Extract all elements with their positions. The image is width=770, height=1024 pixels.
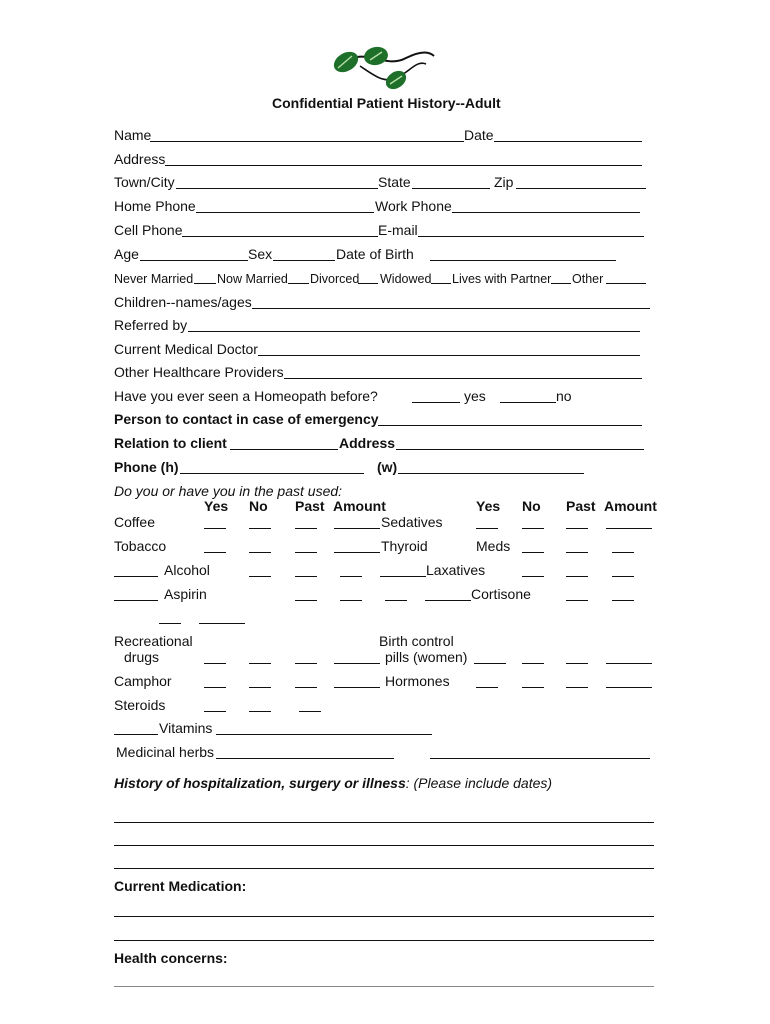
sedatives-no[interactable]: [522, 528, 544, 529]
camphor-no[interactable]: [249, 687, 271, 688]
thyroid-no[interactable]: [522, 552, 544, 553]
sedatives-amount-right[interactable]: [606, 528, 652, 529]
thyroid-amount[interactable]: [334, 552, 380, 553]
providers-field[interactable]: [284, 378, 642, 379]
thyroid-past[interactable]: [566, 552, 588, 553]
header-amount-right: Amount: [604, 498, 657, 514]
vitamins-label: Vitamins: [159, 720, 213, 736]
tobacco-no[interactable]: [249, 552, 271, 553]
medication-line-2[interactable]: [114, 940, 654, 941]
laxatives-past[interactable]: [612, 576, 634, 577]
extra-field-1[interactable]: [159, 623, 181, 624]
providers-label: Other Healthcare Providers: [114, 364, 284, 380]
divorced-label: Divorced: [310, 272, 360, 286]
now-married-field[interactable]: [288, 283, 309, 284]
work-phone-label: Work Phone: [375, 198, 452, 214]
children-field[interactable]: [252, 308, 650, 309]
medication-line-1[interactable]: [114, 916, 654, 917]
date-label: Date: [464, 127, 494, 143]
coffee-yes[interactable]: [204, 528, 226, 529]
history-heading-bold: History of hospitalization, surgery or illness: [114, 775, 406, 791]
birth-control-past[interactable]: [566, 663, 588, 664]
recreational-amount[interactable]: [334, 663, 380, 664]
town-label: Town/City: [114, 174, 175, 190]
vitamins-amount[interactable]: [114, 734, 158, 735]
emergency-field[interactable]: [378, 425, 642, 426]
sedatives-label: Sedatives: [381, 514, 443, 530]
cell-phone-label: Cell Phone: [114, 222, 183, 238]
aspirin-label: Aspirin: [164, 586, 207, 602]
phone-w-field[interactable]: [398, 473, 584, 474]
header-amount: Amount: [333, 498, 386, 514]
steroids-label: Steroids: [114, 697, 166, 713]
zip-label: Zip: [494, 174, 514, 190]
doctor-label: Current Medical Doctor: [114, 341, 258, 357]
recreational-label: Recreational: [114, 633, 193, 649]
recreational-past[interactable]: [295, 663, 317, 664]
aspirin-past[interactable]: [385, 600, 407, 601]
header-yes-right: Yes: [476, 498, 501, 514]
alcohol-yes[interactable]: [249, 576, 271, 577]
other-label: Other: [572, 272, 604, 286]
page-title: Confidential Patient History--Adult: [272, 95, 501, 111]
cortisone-label: Cortisone: [471, 586, 531, 602]
relation-field[interactable]: [230, 449, 338, 450]
thyroid-label: Thyroid: [381, 538, 428, 554]
thyroid-amount-right[interactable]: [612, 552, 634, 553]
header-no-right: No: [522, 498, 541, 514]
laxatives-no[interactable]: [566, 576, 588, 577]
other-field[interactable]: [606, 283, 646, 284]
homeopath-question: Have you ever seen a Homeopath before?: [114, 388, 378, 404]
recreational-no[interactable]: [249, 663, 271, 664]
phone-h-label: Phone (h): [114, 459, 179, 475]
recreational-yes[interactable]: [204, 663, 226, 664]
homeopath-yes-label: yes: [464, 388, 486, 404]
sedatives-past[interactable]: [566, 528, 588, 529]
header-no: No: [249, 498, 268, 514]
steroids-past[interactable]: [299, 711, 321, 712]
sex-field[interactable]: [273, 260, 335, 261]
dob-field[interactable]: [430, 260, 616, 261]
birth-control-label: Birth control: [379, 633, 454, 649]
herbs-field[interactable]: [216, 758, 394, 759]
tobacco-label: Tobacco: [114, 538, 167, 554]
children-label: Children--names/ages: [114, 294, 252, 310]
doctor-field[interactable]: [258, 355, 640, 356]
hormones-yes[interactable]: [476, 687, 498, 688]
leaf-logo-icon: [330, 44, 440, 96]
hormones-no[interactable]: [522, 687, 544, 688]
extra-field-2[interactable]: [199, 623, 245, 624]
pills-women-label: pills (women): [385, 649, 468, 665]
aspirin-amount[interactable]: [114, 600, 158, 601]
sex-label: Sex: [248, 246, 273, 262]
header-yes: Yes: [204, 498, 229, 514]
camphor-amount[interactable]: [334, 687, 380, 688]
sedatives-amount[interactable]: [334, 528, 380, 529]
homeopath-no-field[interactable]: [500, 402, 556, 403]
steroids-yes[interactable]: [204, 711, 226, 712]
steroids-no[interactable]: [249, 711, 271, 712]
date-field[interactable]: [494, 141, 642, 142]
vitamins-field[interactable]: [216, 734, 432, 735]
camphor-yes[interactable]: [204, 687, 226, 688]
laxatives-yes[interactable]: [522, 576, 544, 577]
birth-control-yes[interactable]: [474, 663, 506, 664]
divorced-field[interactable]: [358, 283, 378, 284]
em-address-field[interactable]: [396, 449, 644, 450]
email-label: E-mail: [378, 222, 418, 238]
town-field[interactable]: [176, 188, 378, 189]
home-phone-field[interactable]: [196, 212, 374, 213]
phone-w-label: (w): [377, 459, 398, 475]
phone-h-field[interactable]: [180, 473, 364, 474]
history-line-2[interactable]: [114, 845, 654, 846]
address-label: Address: [114, 151, 166, 167]
cortisone-amount[interactable]: [425, 600, 471, 601]
alcohol-amount[interactable]: [114, 576, 158, 577]
work-phone-field[interactable]: [452, 212, 640, 213]
hormones-amount[interactable]: [606, 687, 652, 688]
now-married-label: Now Married: [217, 272, 288, 286]
header-past: Past: [295, 498, 325, 514]
herbs-field-2[interactable]: [430, 758, 650, 759]
referred-field[interactable]: [188, 331, 640, 332]
emergency-label: Person to contact in case of emergency: [114, 411, 379, 427]
homeopath-yes-field[interactable]: [412, 402, 460, 403]
partner-label: Lives with Partner: [452, 272, 552, 286]
health-concerns-heading: Health concerns:: [114, 950, 228, 966]
never-married-field[interactable]: [194, 283, 216, 284]
aspirin-no[interactable]: [340, 600, 362, 601]
relation-label: Relation to client: [114, 435, 227, 451]
alcohol-past[interactable]: [340, 576, 362, 577]
alcohol-label: Alcohol: [164, 562, 210, 578]
widowed-field[interactable]: [431, 283, 451, 284]
age-label: Age: [114, 246, 139, 262]
address-field[interactable]: [165, 165, 642, 166]
em-address-label: Address: [339, 435, 396, 451]
state-label: State: [378, 174, 411, 190]
camphor-past[interactable]: [295, 687, 317, 688]
concerns-line-1[interactable]: [114, 986, 654, 987]
age-field[interactable]: [140, 260, 248, 261]
aspirin-yes[interactable]: [295, 600, 317, 601]
coffee-no[interactable]: [249, 528, 271, 529]
cell-phone-field[interactable]: [182, 236, 378, 237]
sedatives-yes[interactable]: [476, 528, 498, 529]
coffee-label: Coffee: [114, 514, 155, 530]
name-label: Name: [114, 127, 152, 143]
laxatives-amount[interactable]: [380, 576, 426, 577]
tobacco-yes[interactable]: [204, 552, 226, 553]
never-married-label: Never Married: [114, 272, 194, 286]
cortisone-yes[interactable]: [566, 600, 588, 601]
partner-field[interactable]: [551, 283, 571, 284]
name-field[interactable]: [150, 141, 464, 142]
state-field[interactable]: [412, 188, 490, 189]
hormones-past[interactable]: [566, 687, 588, 688]
homeopath-no-label: no: [556, 388, 572, 404]
hormones-label: Hormones: [385, 673, 450, 689]
laxatives-label: Laxatives: [426, 562, 486, 578]
birth-control-no[interactable]: [522, 663, 544, 664]
drugs-label: drugs: [124, 649, 160, 665]
history-line-3[interactable]: [114, 868, 654, 869]
home-phone-label: Home Phone: [114, 198, 196, 214]
meds-label: Meds: [476, 538, 511, 554]
birth-control-amount[interactable]: [606, 663, 652, 664]
history-heading-note: : (Please include dates): [405, 775, 553, 791]
tobacco-past[interactable]: [295, 552, 317, 553]
history-line-1[interactable]: [114, 822, 654, 823]
dob-label: Date of Birth: [336, 246, 414, 262]
zip-field[interactable]: [516, 188, 646, 189]
camphor-label: Camphor: [114, 673, 172, 689]
widowed-label: Widowed: [380, 272, 432, 286]
history-heading: [114, 775, 552, 791]
herbs-label: Medicinal herbs: [116, 744, 215, 760]
alcohol-no[interactable]: [295, 576, 317, 577]
referred-label: Referred by: [114, 317, 188, 333]
coffee-past[interactable]: [295, 528, 317, 529]
cortisone-no[interactable]: [612, 600, 634, 601]
substances-intro: Do you or have you in the past used:: [114, 483, 343, 499]
email-field[interactable]: [418, 236, 644, 237]
header-past-right: Past: [566, 498, 596, 514]
current-medication-heading: Current Medication:: [114, 878, 247, 894]
